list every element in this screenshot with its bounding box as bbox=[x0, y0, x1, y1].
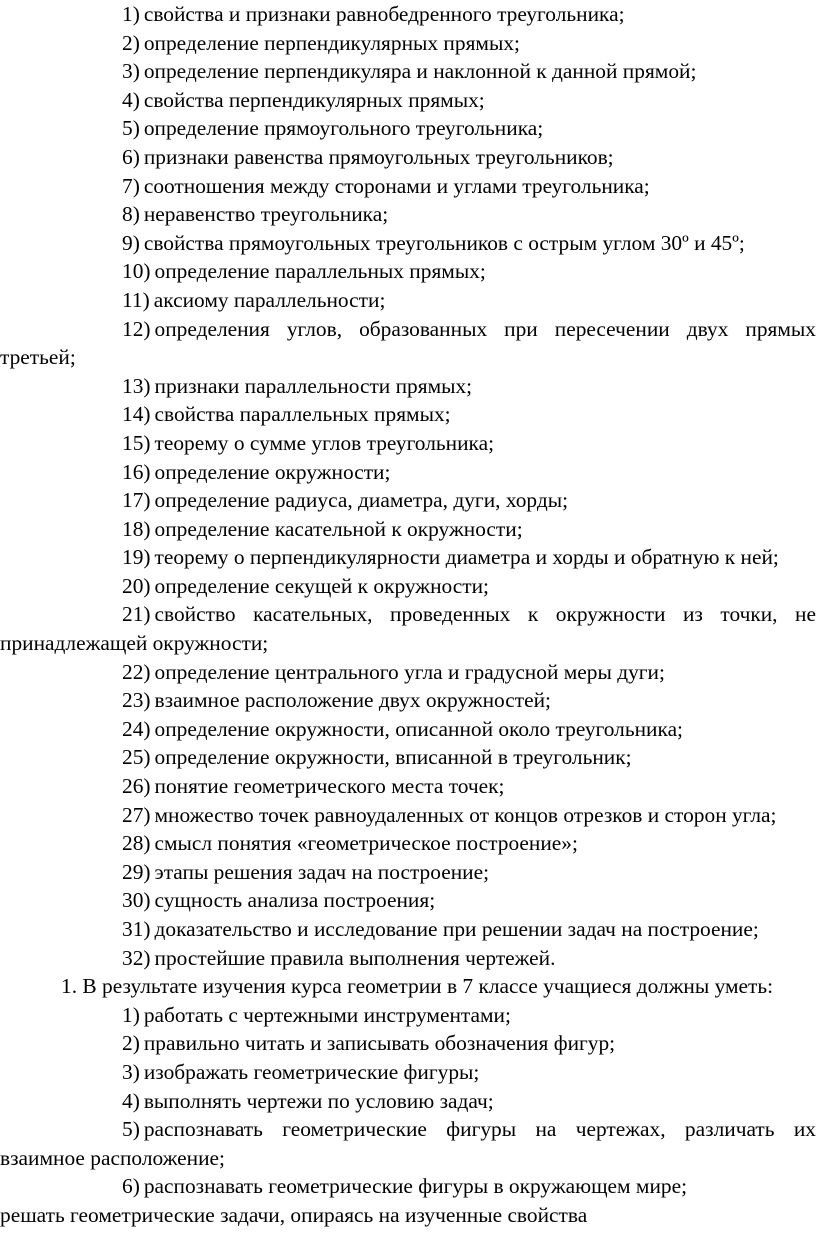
list-item-number: 24) bbox=[122, 716, 151, 741]
list-item bbox=[0, 515, 816, 544]
list-item bbox=[0, 29, 816, 58]
list-item-text: свойства параллельных прямых; bbox=[154, 402, 451, 427]
list-item bbox=[0, 543, 816, 572]
list-item-text: определение параллельных прямых; bbox=[154, 259, 486, 284]
list-item-number: 30) bbox=[122, 888, 151, 913]
list-item bbox=[0, 257, 816, 286]
list-item-text: определения углов, образованных при пересечении двух прямых третьей; bbox=[0, 316, 816, 370]
list-item-text: определение перпендикулярных прямых; bbox=[143, 30, 520, 55]
list-item bbox=[0, 286, 816, 315]
list-item-text: определение центрального угла и градусной меры дуги; bbox=[154, 659, 665, 684]
list-item bbox=[0, 114, 816, 143]
list-item-text: признаки параллельности прямых; bbox=[154, 373, 473, 398]
list-item-number: 6) bbox=[122, 144, 140, 169]
list-item-text: определение касательной к окружности; bbox=[154, 516, 523, 541]
list-item-text: свойства прямоугольных треугольников с острым углом 30º и 45º; bbox=[143, 230, 745, 255]
list-item-number: 1) bbox=[122, 1002, 140, 1027]
list-item bbox=[0, 486, 816, 515]
list-item-number: 14) bbox=[122, 402, 151, 427]
list-item-text: свойство касательных, проведенных к окружности из точки, не принадлежащей окружности; bbox=[0, 602, 816, 656]
skills-list bbox=[0, 1001, 816, 1201]
list-item bbox=[0, 0, 816, 29]
list-item bbox=[0, 829, 816, 858]
list-item bbox=[0, 1029, 816, 1058]
list-item-text: взаимное расположение двух окружностей; bbox=[154, 688, 551, 713]
list-item-number: 7) bbox=[122, 173, 140, 198]
list-item bbox=[0, 858, 816, 887]
list-item-text: определение окружности; bbox=[154, 459, 391, 484]
list-item-text: определение перпендикуляра и наклонной к данной прямой; bbox=[143, 59, 697, 84]
list-item bbox=[0, 57, 816, 86]
list-item-text: определение радиуса, диаметра, дуги, хорды; bbox=[154, 488, 569, 513]
list-item-text: определение окружности, описанной около треугольника; bbox=[154, 716, 684, 741]
list-item-number: 2) bbox=[122, 1031, 140, 1056]
list-item-number: 31) bbox=[122, 917, 151, 941]
list-item bbox=[0, 1172, 816, 1201]
list-item-text: соотношения между сторонами и углами треугольника; bbox=[143, 173, 650, 198]
list-item-number: 11) bbox=[122, 287, 150, 312]
list-item-number: 25) bbox=[122, 745, 151, 770]
list-item-number: 18) bbox=[122, 516, 151, 541]
list-item bbox=[0, 315, 816, 372]
list-item-number: 29) bbox=[122, 859, 151, 884]
list-item bbox=[0, 801, 816, 830]
closing-line: решать геометрические задачи, опираясь на изученные свойства bbox=[0, 1202, 588, 1227]
list-item-number: 28) bbox=[122, 831, 151, 856]
list-item-number: 4) bbox=[122, 1088, 140, 1113]
list-item-number: 21) bbox=[122, 602, 151, 627]
list-item bbox=[0, 944, 816, 973]
list-item-number: 3) bbox=[122, 59, 140, 84]
list-item-number: 22) bbox=[122, 659, 151, 684]
list-item bbox=[0, 1001, 816, 1030]
list-item-number: 15) bbox=[122, 430, 151, 455]
list-item bbox=[0, 886, 816, 915]
list-item-text: неравенство треугольника; bbox=[143, 202, 389, 227]
list-item bbox=[0, 1115, 816, 1172]
list-item-number: 27) bbox=[122, 802, 151, 827]
list-item-text: изображать геометрические фигуры; bbox=[143, 1059, 480, 1084]
list-item bbox=[0, 743, 816, 772]
list-item-number: 26) bbox=[122, 774, 151, 799]
list-item-number: 9) bbox=[122, 230, 140, 255]
list-item-number: 20) bbox=[122, 573, 151, 598]
list-item bbox=[0, 372, 816, 401]
list-item-text: выполнять чертежи по условию задач; bbox=[143, 1088, 494, 1113]
list-item bbox=[0, 143, 816, 172]
list-item-number: 23) bbox=[122, 688, 151, 713]
list-item-number: 12) bbox=[122, 316, 151, 341]
list-item-text: распознавать геометрические фигуры в окружающем мире; bbox=[143, 1174, 688, 1199]
list-item-number: 17) bbox=[122, 488, 151, 513]
list-item-number: 16) bbox=[122, 459, 151, 484]
list-item bbox=[0, 572, 816, 601]
skills-intro: 1. В результате изучения курса геометрии в 7 классе учащиеся должны уметь: bbox=[61, 974, 774, 999]
list-item bbox=[0, 915, 816, 944]
list-item-text: свойства и признаки равнобедренного треугольника; bbox=[143, 2, 625, 26]
list-item-text: простейшие правила выполнения чертежей. bbox=[154, 945, 556, 970]
list-item-number: 10) bbox=[122, 259, 151, 284]
list-item-number: 6) bbox=[122, 1174, 140, 1199]
list-item bbox=[0, 772, 816, 801]
list-item bbox=[0, 658, 816, 687]
list-item bbox=[0, 86, 816, 115]
list-item bbox=[0, 686, 816, 715]
list-item-number: 8) bbox=[122, 202, 140, 227]
list-item-text: сущность анализа построения; bbox=[154, 888, 436, 913]
list-item-text: аксиому параллельности; bbox=[153, 287, 386, 312]
list-item-number: 4) bbox=[122, 87, 140, 112]
list-item-text: определение прямоугольного треугольника; bbox=[143, 116, 544, 141]
list-item-number: 13) bbox=[122, 373, 151, 398]
list-item-text: теорему о перпендикулярности диаметра и хорды и обратную к ней; bbox=[154, 545, 779, 570]
list-item-text: свойства перпендикулярных прямых; bbox=[143, 87, 485, 112]
list-item-text: понятие геометрического места точек; bbox=[154, 774, 505, 799]
list-item bbox=[0, 429, 816, 458]
list-item-text: определение секущей к окружности; bbox=[154, 573, 489, 598]
list-item-text: множество точек равноудаленных от концов отрезков и сторон угла; bbox=[154, 802, 777, 827]
list-item bbox=[0, 200, 816, 229]
list-item-text: смысл понятия «геометрическое построение»; bbox=[154, 831, 578, 856]
list-item-text: правильно читать и записывать обозначения фигур; bbox=[143, 1031, 616, 1056]
list-item-number: 1) bbox=[122, 2, 140, 26]
list-item-text: признаки равенства прямоугольных треугольников; bbox=[143, 144, 614, 169]
list-item-text: теорему о сумме углов треугольника; bbox=[154, 430, 495, 455]
list-item-number: 19) bbox=[122, 545, 151, 570]
list-item-number: 2) bbox=[122, 30, 140, 55]
list-item-number: 3) bbox=[122, 1059, 140, 1084]
list-item-text: определение окружности, вписанной в треугольник; bbox=[154, 745, 632, 770]
list-item-number: 32) bbox=[122, 945, 151, 970]
list-item-number: 5) bbox=[122, 116, 140, 141]
list-item bbox=[0, 1058, 816, 1087]
list-item bbox=[0, 229, 816, 258]
list-item bbox=[0, 715, 816, 744]
list-item bbox=[0, 172, 816, 201]
list-item-text: распознавать геометрические фигуры на чертежах, различать их взаимное расположение; bbox=[0, 1117, 816, 1170]
list-item bbox=[0, 600, 816, 657]
list-item-text: этапы решения задач на построение; bbox=[154, 859, 490, 884]
list-item bbox=[0, 400, 816, 429]
list-item bbox=[0, 1087, 816, 1116]
list-item-text: доказательство и исследование при решении задач на построение; bbox=[154, 917, 759, 941]
list-item-text: работать с чертежными инструментами; bbox=[143, 1002, 511, 1027]
list-item bbox=[0, 458, 816, 487]
list-item-number: 5) bbox=[122, 1117, 140, 1142]
